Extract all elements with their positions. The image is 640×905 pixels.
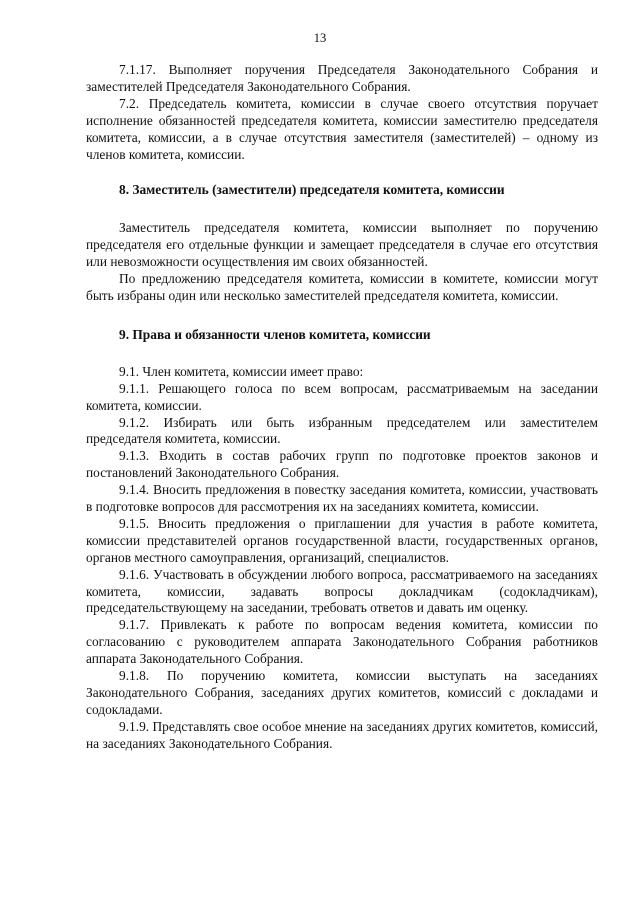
paragraph-7-2: 7.2. Председатель комитета, комиссии в случае своего отсутствия поручает исполнение обязанностей председателя комитета, комиссии заместителю председателя комитета, комиссии, а в случае отсутствия заместителя (заместителей) – одному из членов комитета, комиссии. [86, 95, 598, 162]
section-8-paragraph: Заместитель председателя комитета, комиссии выполняет по поручению председателя его отдельные функции и замещает председателя в случае его отсутствия или невозможности осуществления им своих обязанностей. [86, 220, 598, 270]
section-9-heading: 9. Права и обязанности членов комитета, комиссии [119, 326, 431, 342]
document-body [86, 62, 598, 753]
paragraph-9-1-5: 9.1.5. Вносить предложения о приглашении для участия в работе комитета, комиссии представителей органов государственной власти, государственных органов, органов местного самоуправления, организаций, специалистов. [86, 515, 598, 565]
paragraph-9-1-4: 9.1.4. Вносить предложения в повестку заседания комитета, комиссии, участвовать в подготовке вопросов для рассмотрения их на заседаниях комитета, комиссии. [86, 482, 598, 515]
paragraph-9-1-3: 9.1.3. Входить в состав рабочих групп по подготовке проектов законов и постановлений Законодательного Собрания. [86, 448, 598, 481]
page-number: 13 [313, 31, 327, 45]
paragraph-9-1-6: 9.1.6. Участвовать в обсуждении любого вопроса, рассматриваемого на заседаниях комитета, комиссии, задавать вопросы докладчикам (содокладчикам), председательствующему на заседании, требовать ответов и давать им оценку. [86, 566, 598, 616]
paragraph-9-1: 9.1. Член комитета, комиссии имеет право: [119, 363, 364, 379]
paragraph-9-1-1: 9.1.1. Решающего голоса по всем вопросам, рассматриваемым на заседании комитета, комиссии. [86, 380, 598, 413]
section-8-paragraph: По предложению председателя комитета, комиссии в комитете, комиссии могут быть избраны один или несколько заместителей председателя комитета, комиссии. [86, 271, 598, 303]
paragraph-7-1-17: 7.1.17. Выполняет поручения Председателя Законодательного Собрания и заместителей Председателя Законодательного Собрания. [86, 62, 598, 94]
paragraph-9-1-2: 9.1.2. Избирать или быть избранным председателем или заместителем председателя комитета, комиссии. [86, 414, 598, 447]
paragraph-9-1-9: 9.1.9. Представлять свое особое мнение на заседаниях других комитетов, комиссий, на заседаниях Законодательного Собрания. [86, 718, 598, 751]
section-8-heading: 8. Заместитель (заместители) председателя комитета, комиссии [119, 182, 505, 198]
paragraph-9-1-8: 9.1.8. По поручению комитета, комиссии выступать на заседаниях Законодательного Собрания, заседаниях других комитетов, комиссий с докладами и содокладами. [86, 668, 598, 717]
paragraph-9-1-7: 9.1.7. Привлекать к работе по вопросам ведения комитета, комиссии по согласованию с руководителем аппарата Законодательного Собрания работников аппарата Законодательного Собрания. [86, 617, 598, 667]
